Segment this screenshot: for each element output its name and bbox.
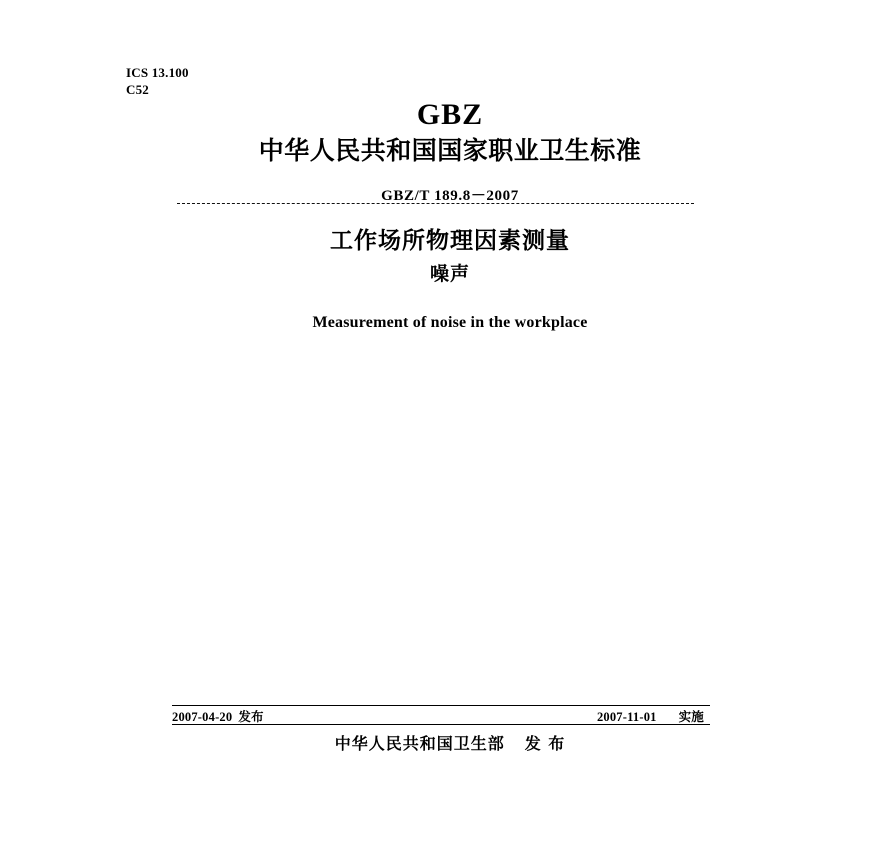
footer-rule-top [172,705,710,706]
dashed-divider [177,203,694,204]
issuer-line [180,731,720,754]
issuer-action: 发 布 [524,734,566,753]
ics-code: ICS 13.100 [126,65,189,80]
issue-date-group [172,707,264,725]
masthead [180,98,720,205]
issuer-organization: 中华人民共和国卫生部 [334,734,505,753]
title-english: Measurement of noise in the workplace [312,314,588,331]
title-chinese-sub: 噪声 [429,263,470,285]
standard-number: GBZ/T 189.8－2007 [381,188,519,204]
title-block [180,226,720,332]
footer-rule-bottom [172,724,710,725]
title-chinese-main: 工作场所物理因素测量 [330,228,570,254]
effective-date-group [597,707,704,725]
effective-date: 2007-11-01 [596,710,657,724]
issue-date: 2007-04-20 [172,710,233,724]
ccs-code: C52 [126,82,149,97]
issuing-authority-title: 中华人民共和国国家职业卫生标准 [258,136,642,165]
classification-block [126,64,189,98]
standard-mark: GBZ [416,98,484,131]
footer-dates [172,707,710,724]
issue-label: 发布 [238,710,264,724]
effective-label: 实施 [678,710,704,724]
